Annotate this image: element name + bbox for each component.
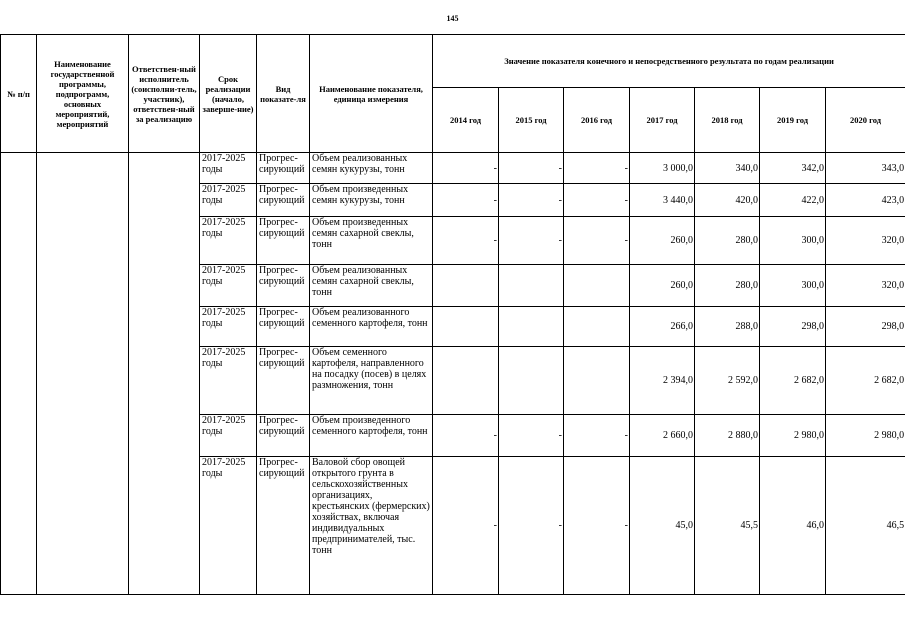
value-cell: -: [564, 153, 630, 184]
value-cell: 266,0: [630, 307, 695, 347]
header-term: Срок реализации (начало, заверше-ние): [200, 35, 257, 153]
value-cell: 2 980,0: [826, 415, 905, 457]
value-cell: [499, 347, 564, 415]
value-cell: 298,0: [760, 307, 826, 347]
header-kind: Вид показате-ля: [257, 35, 310, 153]
value-cell: -: [564, 415, 630, 457]
executor-cell: [129, 153, 200, 595]
value-cell: 2 980,0: [760, 415, 826, 457]
value-cell: 300,0: [760, 217, 826, 265]
value-cell: 320,0: [826, 217, 905, 265]
term-cell: 2017-2025 годы: [200, 307, 257, 347]
value-cell: -: [433, 153, 499, 184]
value-cell: -: [499, 457, 564, 595]
value-cell: 2 880,0: [695, 415, 760, 457]
indicator-cell: Объем семенного картофеля, направленного на посадку (посев) в целях размножения, тонн: [310, 347, 433, 415]
indicators-table: [0, 34, 905, 595]
kind-cell: Прогрес-сирующий: [257, 307, 310, 347]
header-year: 2020 год: [826, 88, 905, 153]
value-cell: 280,0: [695, 217, 760, 265]
header-indicator: Наименование показателя, единица измерения: [310, 35, 433, 153]
value-cell: 343,0: [826, 153, 905, 184]
value-cell: [499, 265, 564, 307]
value-cell: -: [433, 217, 499, 265]
value-cell: -: [433, 457, 499, 595]
value-cell: -: [564, 217, 630, 265]
value-cell: [564, 265, 630, 307]
indicator-cell: Объем реализованных семян кукурузы, тонн: [310, 153, 433, 184]
term-cell: 2017-2025 годы: [200, 217, 257, 265]
kind-cell: Прогрес-сирующий: [257, 347, 310, 415]
header-year: 2016 год: [564, 88, 630, 153]
value-cell: 2 394,0: [630, 347, 695, 415]
header-year: 2019 год: [760, 88, 826, 153]
header-values-group: Значение показателя конечного и непосредственного результата по годам реализации: [433, 35, 905, 88]
header-year: 2014 год: [433, 88, 499, 153]
value-cell: 2 592,0: [695, 347, 760, 415]
num-cell: [1, 153, 37, 595]
value-cell: 46,5: [826, 457, 905, 595]
term-cell: 2017-2025 годы: [200, 153, 257, 184]
value-cell: [564, 307, 630, 347]
value-cell: 342,0: [760, 153, 826, 184]
value-cell: 298,0: [826, 307, 905, 347]
page-number: 145: [446, 14, 459, 23]
indicator-cell: Объем произведенных семян кукурузы, тонн: [310, 184, 433, 217]
value-cell: -: [564, 457, 630, 595]
value-cell: 46,0: [760, 457, 826, 595]
indicator-cell: Валовой сбор овощей открытого грунта в сельскохозяйственных организациях, крестьянских (фермерских) хозяйствах, включая индивидуальных предпринимателей, тыс. тонн: [310, 457, 433, 595]
value-cell: -: [499, 184, 564, 217]
value-cell: 3 000,0: [630, 153, 695, 184]
term-cell: 2017-2025 годы: [200, 347, 257, 415]
value-cell: 45,0: [630, 457, 695, 595]
indicator-cell: Объем произведенного семенного картофеля, тонн: [310, 415, 433, 457]
kind-cell: Прогрес-сирующий: [257, 184, 310, 217]
value-cell: [564, 347, 630, 415]
header-num: № п/п: [1, 35, 37, 153]
value-cell: 260,0: [630, 217, 695, 265]
value-cell: [499, 307, 564, 347]
value-cell: 300,0: [760, 265, 826, 307]
header-executor: Ответствен-ный исполнитель (соисполни-тель, участник), ответствен-ный за реализацию: [129, 35, 200, 153]
value-cell: 423,0: [826, 184, 905, 217]
value-cell: [433, 265, 499, 307]
value-cell: 320,0: [826, 265, 905, 307]
value-cell: 422,0: [760, 184, 826, 217]
kind-cell: Прогрес-сирующий: [257, 217, 310, 265]
header-year: 2015 год: [499, 88, 564, 153]
value-cell: 260,0: [630, 265, 695, 307]
term-cell: 2017-2025 годы: [200, 457, 257, 595]
kind-cell: Прогрес-сирующий: [257, 457, 310, 595]
value-cell: 280,0: [695, 265, 760, 307]
kind-cell: Прогрес-сирующий: [257, 153, 310, 184]
indicator-cell: Объем реализованного семенного картофеля, тонн: [310, 307, 433, 347]
value-cell: 288,0: [695, 307, 760, 347]
term-cell: 2017-2025 годы: [200, 415, 257, 457]
header-year: 2017 год: [630, 88, 695, 153]
term-cell: 2017-2025 годы: [200, 184, 257, 217]
value-cell: -: [499, 217, 564, 265]
value-cell: 2 682,0: [826, 347, 905, 415]
header-program: Наименование государственной программы, подпрограмм, основных мероприятий, мероприятий: [37, 35, 129, 153]
indicator-cell: Объем реализованных семян сахарной свеклы, тонн: [310, 265, 433, 307]
indicator-cell: Объем произведенных семян сахарной свеклы, тонн: [310, 217, 433, 265]
value-cell: 2 682,0: [760, 347, 826, 415]
kind-cell: Прогрес-сирующий: [257, 415, 310, 457]
value-cell: 3 440,0: [630, 184, 695, 217]
header-year: 2018 год: [695, 88, 760, 153]
kind-cell: Прогрес-сирующий: [257, 265, 310, 307]
value-cell: -: [499, 415, 564, 457]
value-cell: -: [433, 184, 499, 217]
term-cell: 2017-2025 годы: [200, 265, 257, 307]
program-cell: [37, 153, 129, 595]
table-row: [1, 153, 905, 184]
value-cell: -: [433, 415, 499, 457]
value-cell: -: [564, 184, 630, 217]
value-cell: [433, 307, 499, 347]
value-cell: 2 660,0: [630, 415, 695, 457]
value-cell: 45,5: [695, 457, 760, 595]
value-cell: 340,0: [695, 153, 760, 184]
value-cell: -: [499, 153, 564, 184]
value-cell: [433, 347, 499, 415]
value-cell: 420,0: [695, 184, 760, 217]
